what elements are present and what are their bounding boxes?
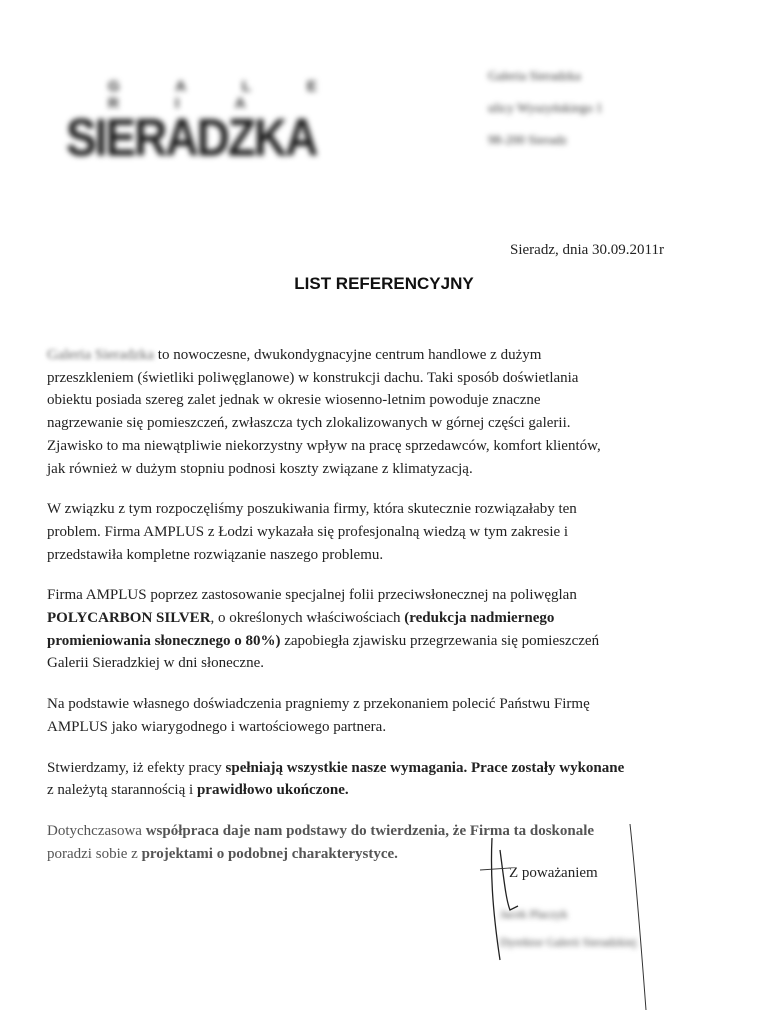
address-line: 98-200 Sieradz [488, 132, 568, 147]
company-logo [60, 78, 360, 178]
bold-fragment: promieniowania słonecznego o 80%) [47, 632, 281, 649]
address-line: Galeria Sieradzka [488, 68, 581, 83]
text-line: nagrzewanie się pomieszczeń, zwłaszcza tych zlokalizowanych w górnej części galerii. [47, 415, 571, 432]
text-line: obiektu posiada szereg zalet jednak w okresie wiosenno-letnim powoduje znaczne [47, 392, 541, 409]
paragraph-5 [47, 757, 697, 802]
paragraph-3 [47, 584, 697, 675]
text-fragment: Dotychczasowa [47, 822, 146, 839]
text-fragment: Stwierdzamy, iż efekty pracy [47, 759, 226, 776]
text-line: przedstawiła kompletne rozwiązanie naszego problemu. [47, 546, 384, 563]
bold-fragment: Prace zostały wykonane [470, 759, 625, 776]
text-fragment: poradzi sobie z [47, 845, 142, 862]
signer-block [500, 900, 690, 956]
text-fragment: zapobiegła zjawisku przegrzewania się pomieszczeń [280, 632, 600, 649]
paragraph-1 [47, 344, 697, 480]
bold-fragment: (redukcja nadmiernego [404, 610, 555, 627]
bold-fragment: współpraca daje nam podstawy do twierdzenia, że Firma ta doskonale [145, 822, 595, 839]
signer-title: Dyrektor Galerii Sieradzkiej [500, 935, 637, 949]
letter-title: LIST REFERENCYJNY [294, 274, 474, 293]
bold-fragment: prawidłowo ukończone. [196, 782, 349, 799]
text-line: problem. Firma AMPLUS z Łodzi wykazała się profesjonalną wiedzą w tym zakresie i [47, 523, 569, 540]
letter-date: Sieradz, dnia 30.09.2011r [510, 242, 664, 258]
paragraph-4 [47, 693, 697, 738]
logo-title: SIERADZKA [66, 107, 317, 167]
address-line: ulicy Wyszyńskiego 1 [488, 100, 603, 115]
text-line: W związku z tym rozpoczęliśmy poszukiwania firmy, która skutecznie rozwiązałaby ten [47, 501, 577, 518]
signer-name: Jacek Placzyk [500, 907, 568, 921]
text-line: Zjawisko to ma niewątpliwie niekorzystny wpływ na pracę sprzedawców, komfort klientów, [47, 437, 601, 454]
bold-fragment: spełniają wszystkie nasze wymagania. [225, 759, 468, 776]
text-line: AMPLUS jako wiarygodnego i wartościowego partnera. [47, 718, 387, 735]
text-line: to nowoczesne, dwukondygnacyjne centrum handlowe z dużym [154, 347, 542, 363]
closing-regards: Z poważaniem [509, 865, 598, 881]
bold-fragment: projektami o podobnej charakterystyce. [141, 845, 398, 862]
recipient-address [488, 60, 658, 156]
text-line: przeszkleniem (świetliki poliwęglanowe) w konstrukcji dachu. Taki sposób doświetlania [47, 369, 579, 386]
text-fragment: z należytą starannością i [47, 782, 197, 799]
text-line: Firma AMPLUS poprzez zastosowanie specjalnej folii przeciwsłonecznej na poliwęglan [47, 587, 577, 604]
text-line: jak również w dużym stopniu podnosi koszty związane z klimatyzacją. [47, 460, 473, 477]
letter-body [47, 344, 697, 883]
text-fragment: , o określonych właściwościach [210, 610, 405, 627]
logo-subtitle: G A L E R I A [108, 78, 343, 112]
product-name: POLYCARBON SILVER [47, 610, 211, 627]
paragraph-2 [47, 498, 697, 566]
text-line: Galerii Sieradzkiej w dni słoneczne. [47, 655, 265, 672]
text-line: Na podstawie własnego doświadczenia pragniemy z przekonaniem polecić Państwu Firmę [47, 696, 590, 713]
redacted-name: Galeria Sieradzka [47, 347, 155, 363]
